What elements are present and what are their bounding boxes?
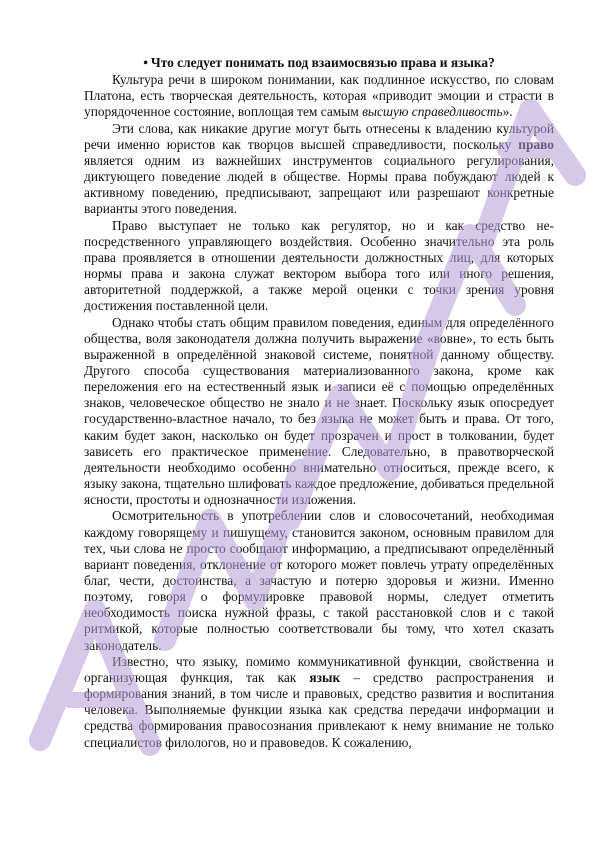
paragraph-4 [84, 315, 554, 509]
paragraph-1-text-1: Культура речи в широком понимании, как подлинное искусство, по словам Платона, есть творческая деятельность, которая «приводит эмоции и страсти в упорядоченное состояние, воплощая тем самым [84, 72, 554, 120]
paragraph-2 [84, 121, 554, 218]
paragraph-6-bold-term: язык [309, 669, 341, 685]
bullet-icon: • [143, 55, 148, 70]
paragraph-2-text-1: Эти слова, как никакие другие могут быть отнесены к владению культурой речи именно юристов как творцов высшей справедливости, поскольку [84, 120, 554, 152]
paragraph-5 [84, 508, 554, 653]
paragraph-3-text: Право выступает не только как регулятор, но и как средство не-посредственного управляющего воздействия. Особенно значительно эта роль права проявляется в отношении деятельности должностных лиц, для которых нормы права и закона служат вектором выбора того или иного решения, авторитетной поддержкой, а также мерой оценки с точки зрения уровня достижения поставленной цели. [84, 217, 554, 314]
paragraph-4-text: Однако чтобы стать общим правилом поведения, единым для определённого общества, воля законодателя должна получить выражение «вовне», то есть быть выраженной в определённой знаковой системе, понятной данному обществу. Другого способа существования материализованного закона, кроме как переложения его на естественный язык и записи её с помощью определённых знаков, человеческое общество не знало и не знает. Поскольку язык опосредует государственно-властное начало, то без языка не может быть и права. От того, каким будет закон, насколько он будет прозрачен и прост в толковании, будет зависеть его практическое применение. Следовательно, в правотворческой деятельности необходимо особенно внимательно относиться, прежде всего, к языку закона, тщательно шлифовать каждое предложение, добиваться предельной ясности, простоты и однозначности изложения. [84, 314, 554, 508]
paragraph-1 [84, 72, 554, 120]
paragraph-2-bold-term: право [518, 136, 554, 152]
paragraph-2-text-2: является одним из важнейших инструментов социального регулирования, диктующего поведение людей в обществе. Нормы права побуждают людей к активному поведению, предписывают, запрещают или разрешают конкретные варианты этого поведения. [84, 152, 554, 217]
section-heading [84, 55, 554, 71]
document-page [84, 55, 554, 751]
paragraph-1-text-2: ». [502, 104, 513, 120]
paragraph-6-text-2: – средство распространения и формирования знаний, в том числе и правовых, средство развития и воспитания человека. Выполняемые функции языка как средства передачи информации и средства формирования правосознания привлекают к нему внимание не только специалистов филологов, но и правоведов. К сожалению, [84, 669, 554, 750]
paragraph-1-italic: высшую справедливость [362, 104, 503, 120]
paragraph-6 [84, 654, 554, 751]
heading-text: Что следует понимать под взаимосвязью права и языка? [150, 55, 495, 70]
paragraph-6-text-1: Известно, что языку, помимо коммуникативной функции, свойственна и организующая функция, так как [84, 653, 554, 685]
paragraph-3 [84, 218, 554, 315]
paragraph-5-text: Осмотрительность в употреблении слов и словосочетаний, необходимая каждому говорящему и пишущему, становится законом, основным правилом для тех, чьи слова не просто сообщают информацию, а предписывают определённый вариант поведения, отклонение от которого может повлечь утрату определённых благ, чести, достоинства, а зачастую и потерю здоровья и жизни. Именно поэтому, говоря о формулировке правовой нормы, следует отметить необходимость поиска нужной фразы, с такой расстановкой слов и с такой ритмикой, которые полностью соответствовали бы тому, что хотел сказать законодатель. [84, 508, 554, 653]
